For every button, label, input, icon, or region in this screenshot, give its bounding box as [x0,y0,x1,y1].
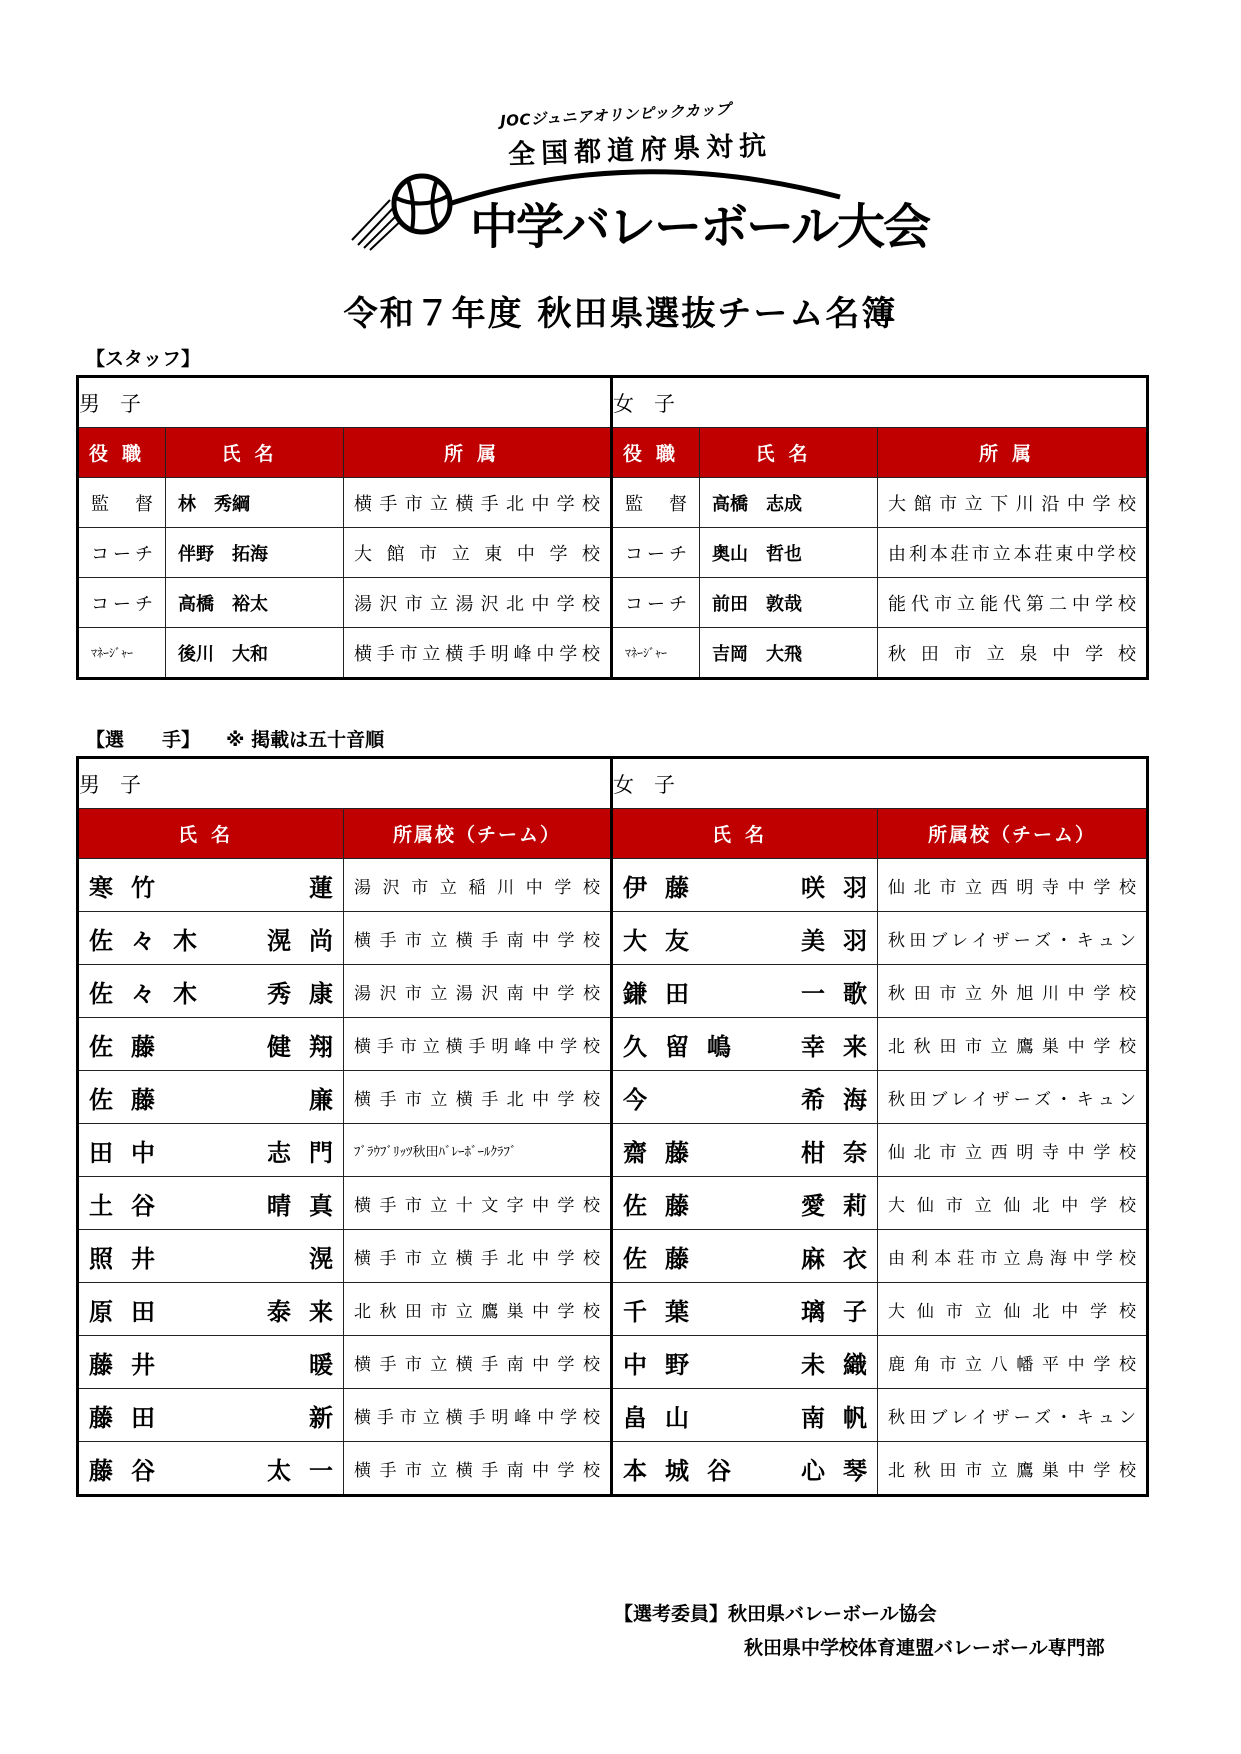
player-given-name: 希海 [801,1085,885,1114]
player-affiliation: 湯沢市立稲川中学校 [344,859,612,912]
player-given-name: 廉 [309,1085,351,1114]
logo-middle-text: 全国都道府県対抗 [507,130,773,171]
player-given-name: 幸来 [801,1032,885,1061]
player-affiliation: 大仙市立仙北中学校 [878,1283,1148,1336]
player-family-name: 今 [623,1085,665,1114]
player-family-name: 土谷 [89,1191,173,1220]
staff-role: コーチ [612,528,700,578]
player-affiliation: 秋田ブレイザーズ・キュン [878,912,1148,965]
player-affiliation: 由利本荘市立鳥海中学校 [878,1230,1148,1283]
player-family-name: 佐々木 [89,979,215,1008]
player-given-name: 晴真 [267,1191,351,1220]
committee-label: 【選考委員】 [614,1603,729,1625]
player-family-name: 本城谷 [623,1456,749,1485]
player-given-name: 心琴 [801,1456,885,1485]
player-row [78,1230,1148,1283]
player-given-name: 咲羽 [801,873,885,902]
player-name [612,1389,885,1442]
player-row [78,1177,1148,1230]
player-name [78,1124,351,1177]
logo-subtitle: JOCジュニアオリンピックカップ [499,99,732,131]
staff-role: ﾏﾈｰｼﾞｬｰ [78,628,166,679]
player-affiliation: 北秋田市立鷹巣中学校 [344,1283,612,1336]
staff-name: 吉岡 大飛 [700,628,878,679]
staff-role: コーチ [612,578,700,628]
player-affiliation: 大仙市立仙北中学校 [878,1177,1148,1230]
player-family-name: 鎌田 [623,979,707,1008]
player-family-name: 寒竹 [89,873,173,902]
staff-affiliation: 横手市立横手北中学校 [344,478,612,528]
player-name [612,1283,885,1336]
volleyball-icon [350,170,460,250]
staff-name: 奥山 哲也 [700,528,878,578]
player-row [78,1283,1148,1336]
player-given-name: 暖 [309,1350,351,1379]
staff-role: コーチ [78,578,166,628]
page-title: 令和７年度 秋田県選抜チーム名簿 [343,294,898,334]
player-affiliation: 秋田ブレイザーズ・キュン [878,1071,1148,1124]
player-family-name: 田中 [89,1138,173,1167]
col-affiliation: 所属 [878,428,1148,478]
player-given-name: 志門 [267,1138,351,1167]
staff-affiliation: 秋田市立泉中学校 [878,628,1148,679]
player-affiliation: 横手市立横手明峰中学校 [344,1389,612,1442]
players-female-header: 女子 [612,758,1148,809]
staff-role: 監督 [78,478,166,528]
player-family-name: 佐々木 [89,926,215,955]
staff-name: 伴野 拓海 [166,528,344,578]
player-affiliation: 横手市立横手南中学校 [344,1336,612,1389]
staff-name: 高橋 志成 [700,478,878,528]
committee-org-1: 秋田県バレーボール協会 [728,1603,937,1625]
player-given-name: 太一 [267,1456,351,1485]
player-family-name: 藤井 [89,1350,173,1379]
player-affiliation: 仙北市立西明寺中学校 [878,859,1148,912]
player-name [78,1230,351,1283]
player-name [78,1336,351,1389]
col-name: 氏名 [700,428,878,478]
player-family-name: 藤田 [89,1403,173,1432]
players-male-header: 男子 [78,758,612,809]
player-name [78,859,351,912]
col-role: 役職 [78,428,166,478]
player-family-name: 藤谷 [89,1456,173,1485]
player-affiliation: 仙北市立西明寺中学校 [878,1124,1148,1177]
player-family-name: 原田 [89,1297,173,1326]
player-affiliation: 横手市立横手南中学校 [344,1442,612,1496]
col-name: 氏名 [166,428,344,478]
player-family-name: 齋藤 [623,1138,707,1167]
player-name [78,912,351,965]
player-name [612,965,885,1018]
staff-name: 後川 大和 [166,628,344,679]
player-row [78,1071,1148,1124]
player-affiliation: 横手市立横手北中学校 [344,1230,612,1283]
player-given-name: 未織 [801,1350,885,1379]
col-affiliation: 所属校（チーム） [878,809,1148,859]
player-family-name: 佐藤 [623,1244,707,1273]
staff-affiliation: 横手市立横手明峰中学校 [344,628,612,679]
staff-role: コーチ [78,528,166,578]
committee-line-1 [614,1599,937,1626]
player-name [612,1018,885,1071]
staff-row [78,628,1148,679]
player-name [78,1283,351,1336]
logo-main-text: 中学バレーボール大会 [470,199,930,255]
staff-section-label: 【スタッフ】 [86,348,201,370]
staff-affiliation: 大館市立東中学校 [344,528,612,578]
staff-name: 高橋 裕太 [166,578,344,628]
player-affiliation: ﾌﾞﾗｳﾌﾞﾘｯﾂ秋田ﾊﾞﾚｰﾎﾞｰﾙｸﾗﾌﾞ [344,1124,612,1177]
player-name [612,912,885,965]
player-given-name: 一歌 [801,979,885,1008]
col-affiliation: 所属 [344,428,612,478]
players-table [76,756,1149,1497]
col-role: 役職 [612,428,700,478]
player-affiliation: 北秋田市立鷹巣中学校 [878,1442,1148,1496]
player-given-name: 滉 [309,1244,351,1273]
player-name [78,965,351,1018]
staff-name: 林 秀綱 [166,478,344,528]
player-given-name: 健翔 [267,1032,351,1061]
players-section-label [86,725,384,752]
player-name [78,1389,351,1442]
player-name [612,1336,885,1389]
player-family-name: 照井 [89,1244,173,1273]
player-affiliation: 横手市立横手明峰中学校 [344,1018,612,1071]
staff-row [78,528,1148,578]
player-name [612,1442,885,1496]
player-row [78,1018,1148,1071]
staff-female-header: 女子 [612,377,1148,428]
player-family-name: 千葉 [623,1297,707,1326]
player-given-name: 麻衣 [801,1244,885,1273]
player-row [78,859,1148,912]
staff-row [78,578,1148,628]
player-family-name: 中野 [623,1350,707,1379]
player-affiliation: 横手市立横手北中学校 [344,1071,612,1124]
player-name [78,1177,351,1230]
player-given-name: 秀康 [267,979,351,1008]
player-row [78,912,1148,965]
player-row [78,1389,1148,1442]
player-affiliation: 秋田市立外旭川中学校 [878,965,1148,1018]
player-family-name: 佐藤 [89,1032,173,1061]
player-family-name: 佐藤 [89,1085,173,1114]
player-given-name: 愛莉 [801,1191,885,1220]
player-given-name: 蓮 [309,873,351,902]
player-given-name: 美羽 [801,926,885,955]
player-row [78,1336,1148,1389]
col-name: 氏名 [78,809,344,859]
player-given-name: 南帆 [801,1403,885,1432]
player-name [78,1442,351,1496]
player-row [78,1124,1148,1177]
col-affiliation: 所属校（チーム） [344,809,612,859]
player-name [612,1177,885,1230]
staff-row [78,478,1148,528]
player-given-name: 新 [309,1403,351,1432]
player-affiliation: 横手市立横手南中学校 [344,912,612,965]
player-name [612,1230,885,1283]
player-family-name: 伊藤 [623,873,707,902]
staff-role: ﾏﾈｰｼﾞｬｰ [612,628,700,679]
player-name [612,859,885,912]
staff-affiliation: 大館市立下川沿中学校 [878,478,1148,528]
committee-org-2: 秋田県中学校体育連盟バレーボール専門部 [744,1637,1105,1659]
player-family-name: 畠山 [623,1403,707,1432]
players-order-note: ※ 掲載は五十音順 [226,729,385,751]
col-name: 氏名 [612,809,878,859]
committee-line-2 [744,1633,1105,1660]
player-family-name: 久留嶋 [623,1032,749,1061]
staff-affiliation: 由利本荘市立本荘東中学校 [878,528,1148,578]
player-affiliation: 秋田ブレイザーズ・キュン [878,1389,1148,1442]
tournament-logo [380,99,930,260]
player-affiliation: 横手市立十文字中学校 [344,1177,612,1230]
player-row [78,1442,1148,1496]
players-label: 【選 手】 [86,729,201,751]
player-given-name: 滉尚 [267,926,351,955]
player-name [78,1018,351,1071]
staff-male-header: 男子 [78,377,612,428]
player-name [612,1071,885,1124]
player-name [612,1124,885,1177]
staff-table [76,375,1149,680]
player-given-name: 泰来 [267,1297,351,1326]
staff-role: 監督 [612,478,700,528]
player-family-name: 佐藤 [623,1191,707,1220]
staff-affiliation: 能代市立能代第二中学校 [878,578,1148,628]
player-affiliation: 鹿角市立八幡平中学校 [878,1336,1148,1389]
player-given-name: 璃子 [801,1297,885,1326]
player-given-name: 柑奈 [801,1138,885,1167]
staff-affiliation: 湯沢市立湯沢北中学校 [344,578,612,628]
player-name [78,1071,351,1124]
player-affiliation: 北秋田市立鷹巣中学校 [878,1018,1148,1071]
player-family-name: 大友 [623,926,707,955]
staff-name: 前田 敦哉 [700,578,878,628]
player-affiliation: 湯沢市立湯沢南中学校 [344,965,612,1018]
player-row [78,965,1148,1018]
